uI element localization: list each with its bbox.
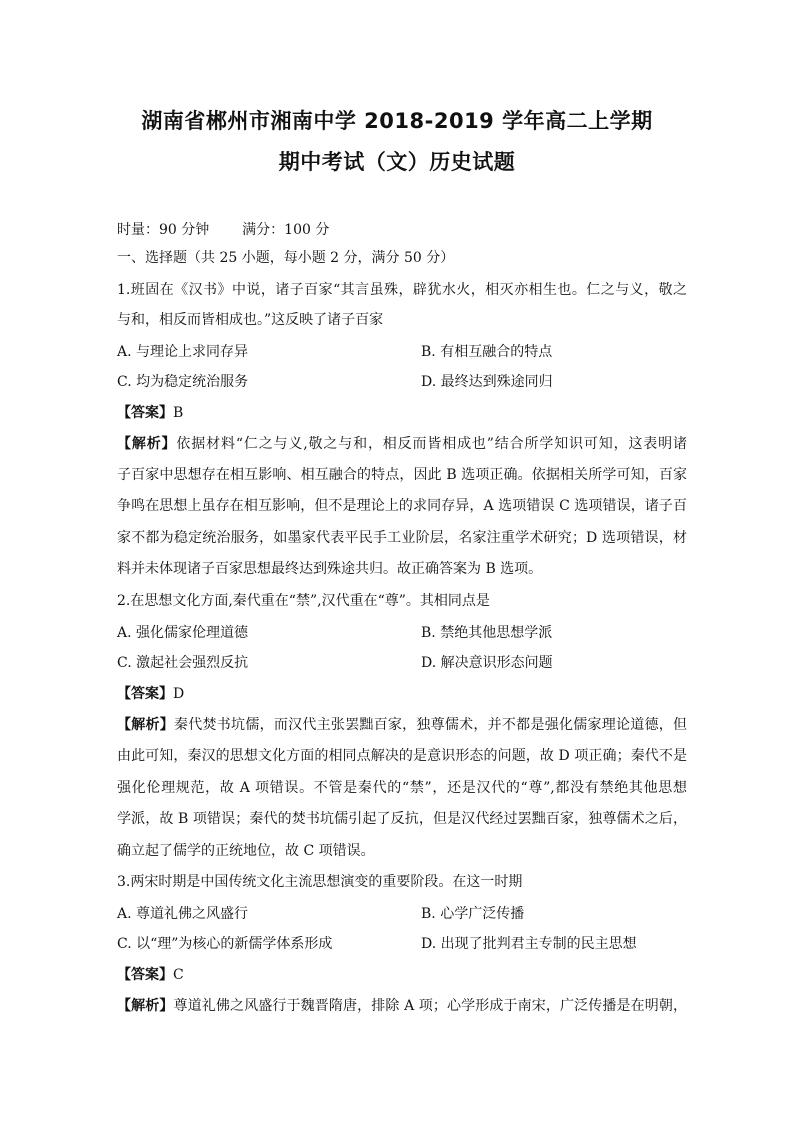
q2-option-b: B. 禁绝其他思想学派	[421, 625, 553, 641]
q1-stem-line1: 1.班固在《汉书》中说，诸子百家“其言虽殊，辟犹水火，相灭亦相生也。仁之与义，敬之	[117, 282, 687, 298]
q2-answer	[117, 684, 687, 704]
q1-analysis-line1: 【解析】依据材料“仁之与义,敬之与和，相反而皆相成也”结合所学知识可知，这表明诸	[117, 436, 688, 452]
q3-stem-line1: 3.两宋时期是中国传统文化主流思想演变的重要阶段。在这一时期	[117, 874, 523, 890]
q2-analysis-line2: 由此可知，秦汉的思想文化方面的相同点解决的是意识形态的问题，故 D 项正确；秦代不是	[117, 748, 687, 764]
analysis-tag: 【解析】	[117, 436, 177, 452]
q1-analysis-line2: 子百家中思想存在相互影响、相互融合的特点，因此 B 选项正确。依据相关所学可知，百家	[117, 467, 687, 483]
answer-tag: 【答案】	[117, 686, 173, 702]
document-title-line1: 湖南省郴州市湘南中学 2018-2019 学年高二上学期	[141, 109, 653, 133]
q2-analysis-line1: 【解析】秦代焚书坑儒，而汉代主张罢黜百家，独尊儒术，并不都是强化儒家理论道德，但	[117, 717, 688, 733]
q3-option-a: A. 尊道礼佛之风盛行	[117, 906, 249, 922]
q1-option-b: B. 有相互融合的特点	[421, 344, 553, 360]
exam-score: 满分：100 分	[242, 222, 330, 238]
document-title-line2: 期中考试（文）历史试题	[278, 150, 516, 174]
q2-stem-line1: 2.在思想文化方面,秦代重在“禁”,汉代重在“尊”。其相同点是	[117, 593, 490, 609]
q2-answer-value: D	[173, 686, 185, 702]
answer-tag: 【答案】	[117, 967, 173, 983]
analysis-tag: 【解析】	[117, 998, 174, 1014]
q1-option-d: D. 最终达到殊途同归	[421, 374, 553, 390]
exam-meta	[117, 220, 687, 240]
q1-analysis-line5: 料并未体现诸子百家思想最终达到殊途共归。故正确答案为 B 选项。	[117, 561, 543, 577]
exam-time: 时量：90 分钟	[117, 222, 210, 238]
q3-analysis-line1: 【解析】尊道礼佛之风盛行于魏晋隋唐，排除 A 项；心学形成于南宋，广泛传播是在明朝，	[117, 998, 687, 1014]
q1-analysis-line3: 争鸣在思想上虽存在相互影响，但不是理论上的求同存异，A 选项错误 C 选项错误，诸子百	[117, 498, 687, 514]
q1-analysis-line4: 家不都为稳定统治服务，如墨家代表平民手工业阶层，名家注重学术研究；D 选项错误，材	[117, 530, 687, 546]
q3-option-b: B. 心学广泛传播	[421, 906, 525, 922]
q2-analysis-line3: 强化伦理规范，故 A 项错误。不管是秦代的“禁”，还是汉代的“尊”,都没有禁绝其他思想	[117, 780, 687, 796]
q3-answer-value: C	[173, 967, 184, 983]
q2-option-d: D. 解决意识形态问题	[421, 655, 553, 671]
q2-option-a: A. 强化儒家伦理道德	[117, 625, 249, 641]
section-heading: 一、选择题（共 25 小题，每小题 2 分，满分 50 分）	[117, 250, 455, 266]
q2-option-c: C. 激起社会强烈反抗	[117, 655, 249, 671]
q1-option-c: C. 均为稳定统治服务	[117, 374, 249, 390]
q2-analysis-line4: 学派，故 B 项错误；秦代的焚书坑儒引起了反抗，但是汉代经过罢黜百家，独尊儒术之后，	[117, 811, 687, 827]
q1-answer	[117, 403, 687, 423]
q1-stem-line2: 与和，相反而皆相成也。”这反映了诸子百家	[117, 312, 384, 328]
analysis-tag: 【解析】	[117, 717, 175, 733]
q1-answer-value: B	[173, 405, 184, 421]
q1-option-a: A. 与理论上求同存异	[117, 344, 249, 360]
q3-option-c: C. 以“理”为核心的新儒学体系形成	[117, 936, 333, 952]
answer-tag: 【答案】	[117, 405, 173, 421]
q3-answer	[117, 965, 687, 985]
q2-analysis-line5: 确立起了儒学的正统地位，故 C 项错误。	[117, 843, 375, 859]
q3-option-d: D. 出现了批判君主专制的民主思想	[421, 936, 637, 952]
